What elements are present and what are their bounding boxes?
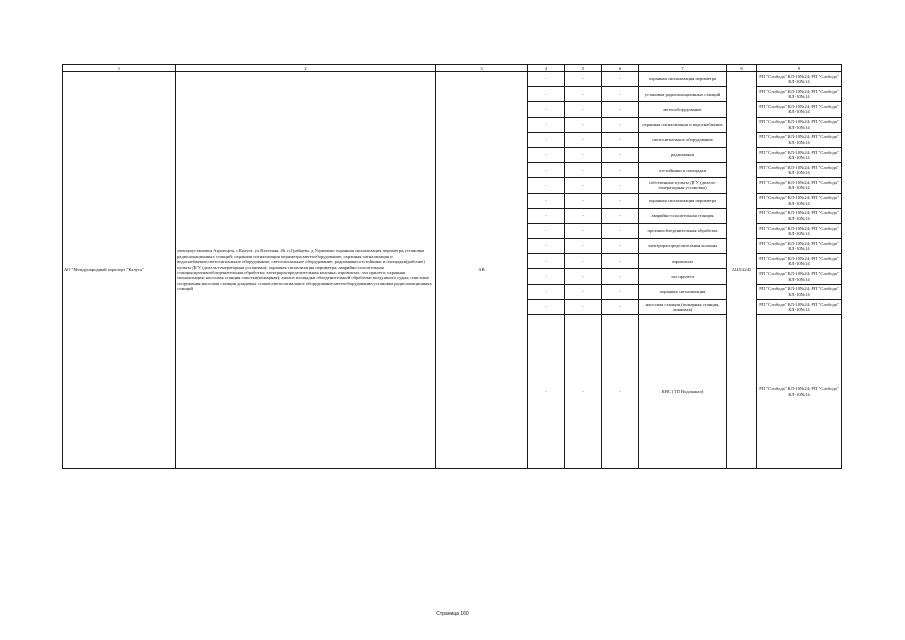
supply-ref-cell: РП "Слобода" КЛ-10№24; РП "Слобода" КЛ-10№14 [757,102,842,117]
data-table [62,64,842,469]
col4-cell: - [528,299,565,314]
supply-ref-cell: РП "Слобода" КЛ-10№24; РП "Слобода" КЛ-10№14 [757,163,842,178]
col4-cell: - [528,178,565,193]
object-label-cell: метеооборудование [639,102,727,117]
header-cell: 4 [528,65,565,72]
object-label-cell: электрораспределительная колонна [639,239,727,254]
col6-cell: - [602,208,639,223]
header-cell: 2 [176,65,436,72]
object-label-cell: охранная сигнализация периметра [639,193,727,208]
col5-cell: - [565,147,602,162]
description-cell: электроустановки Аэропорта, г.Калуга, ул.Взлетная, 46, п.Грабцево, д.Угрюмово охранная сигнализация периметра;установка радиолокационных станций; охранная сигнализация периметра;метеооборудование; охранная сигнализация и водоснабжение;светосигнальное оборудование; светосигнальное оборудование; радиомаяки;отстойники и площадки(рабочие) пульты ДГУ (дизель-генераторная установка); охранная сигнализация периметра; аварийно-спасательная станция;противообледенительная обработка; электрораспределительная колонна; аэровокзал; зал прилета; охранная сигнализация; насосная станция очистки(пожарная); анализ площадки обледенительной обработки воздушного судна; очистные сооружения;насосная станция дождевых стоков;светосигнальное оборудование;метеооборудование;установка радиолокационных станций [176,72,436,469]
supply-ref-cell: РП "Слобода" КЛ-10№24; РП "Слобода" КЛ-10№14 [757,72,842,87]
col4-cell: - [528,284,565,299]
header-row [63,65,842,72]
col4-cell: - [528,239,565,254]
col4-cell: - [528,117,565,132]
col5-cell: - [565,87,602,102]
col6-cell: - [602,193,639,208]
col8-cell: 2245/2245 [727,72,757,469]
object-label-cell: охранная сигнализация [639,284,727,299]
col4-cell: - [528,315,565,469]
supply-ref-cell: РП "Слобода" КЛ-10№24; РП "Слобода" КЛ-10№14 [757,315,842,469]
col6-cell: - [602,269,639,284]
col6-cell: - [602,315,639,469]
supply-ref-cell: РП "Слобода" КЛ-10№24; РП "Слобода" КЛ-10№14 [757,117,842,132]
table-row [63,72,842,87]
col5-cell: - [565,284,602,299]
object-label-cell: охранная сигнализация периметра [639,72,727,87]
page-number: Страница 160 [436,611,469,617]
col4-cell: - [528,254,565,269]
col4-cell: - [528,163,565,178]
supply-ref-cell: РП "Слобода" КЛ-10№24; РП "Слобода" КЛ-10№14 [757,284,842,299]
col4-cell: - [528,208,565,223]
col6-cell: - [602,284,639,299]
col4-cell: - [528,193,565,208]
category-cell: АВ [436,72,528,469]
col5-cell: - [565,193,602,208]
col6-cell: - [602,72,639,87]
col4-cell: - [528,269,565,284]
object-label-cell: насосная станция (пожарная станция, ливневая) [639,299,727,314]
col5-cell: - [565,117,602,132]
col5-cell: - [565,315,602,469]
col4-cell: - [528,132,565,147]
col5-cell: - [565,102,602,117]
col4-cell: - [528,147,565,162]
supply-ref-cell: РП "Слобода" КЛ-10№24; РП "Слобода" КЛ-10№14 [757,254,842,269]
object-label-cell: светосигнальное оборудование [639,132,727,147]
col5-cell: - [565,163,602,178]
col6-cell: - [602,147,639,162]
object-label-cell: КНС (ТП Водоканал) [639,315,727,469]
col6-cell: - [602,87,639,102]
col5-cell: - [565,269,602,284]
object-label-cell: охранная сигнализация и водоснабжение [639,117,727,132]
supply-ref-cell: РП "Слобода" КЛ-10№24; РП "Слобода" КЛ-10№14 [757,239,842,254]
object-label-cell: установка радиолокационных станций [639,87,727,102]
col6-cell: - [602,102,639,117]
col5-cell: - [565,239,602,254]
header-cell: 6 [602,65,639,72]
supply-ref-cell: РП "Слобода" КЛ-10№24; РП "Слобода" КЛ-10№14 [757,208,842,223]
organization-cell: АО "Международный аэропорт "Калуга" [63,72,176,469]
col5-cell: - [565,223,602,238]
supply-ref-cell: РП "Слобода" КЛ-10№24; РП "Слобода" КЛ-10№14 [757,147,842,162]
col6-cell: - [602,117,639,132]
supply-ref-cell: РП "Слобода" КЛ-10№24; РП "Слобода" КЛ-10№14 [757,193,842,208]
col4-cell: - [528,102,565,117]
header-cell: 5 [565,65,602,72]
supply-ref-cell: РП "Слобода" КЛ-10№24; РП "Слобода" КЛ-10№14 [757,299,842,314]
header-cell: 1 [63,65,176,72]
col5-cell: - [565,208,602,223]
object-label-cell: радиомаяки [639,147,727,162]
object-label-cell: зал прилета [639,269,727,284]
header-cell: 7 [639,65,727,72]
header-cell: 9 [757,65,842,72]
col4-cell: - [528,87,565,102]
object-label-cell: отстойники и площадки [639,163,727,178]
col5-cell: - [565,299,602,314]
object-label-cell: аэровокзал [639,254,727,269]
col5-cell: - [565,132,602,147]
col5-cell: - [565,178,602,193]
col6-cell: - [602,163,639,178]
col6-cell: - [602,239,639,254]
supply-ref-cell: РП "Слобода" КЛ-10№24; РП "Слобода" КЛ-10№14 [757,87,842,102]
supply-ref-cell: РП "Слобода" КЛ-10№24; РП "Слобода" КЛ-10№14 [757,223,842,238]
object-label-cell: противообледенительная обработка [639,223,727,238]
col5-cell: - [565,254,602,269]
col6-cell: - [602,132,639,147]
col6-cell: - [602,178,639,193]
supply-ref-cell: РП "Слобода" КЛ-10№24; РП "Слобода" КЛ-10№14 [757,178,842,193]
col4-cell: - [528,72,565,87]
col6-cell: - [602,254,639,269]
col6-cell: - [602,223,639,238]
col6-cell: - [602,299,639,314]
supply-ref-cell: РП "Слобода" КЛ-10№24; РП "Слобода" КЛ-10№14 [757,132,842,147]
header-cell: 3 [436,65,528,72]
col5-cell: - [565,72,602,87]
col4-cell: - [528,223,565,238]
object-label-cell: собственные пульты ДГУ (дизель-генераторная установка) [639,178,727,193]
header-cell: 8 [727,65,757,72]
object-label-cell: аварийно-спасательная станция [639,208,727,223]
supply-ref-cell: РП "Слобода" КЛ-10№24; РП "Слобода" КЛ-10№14 [757,269,842,284]
